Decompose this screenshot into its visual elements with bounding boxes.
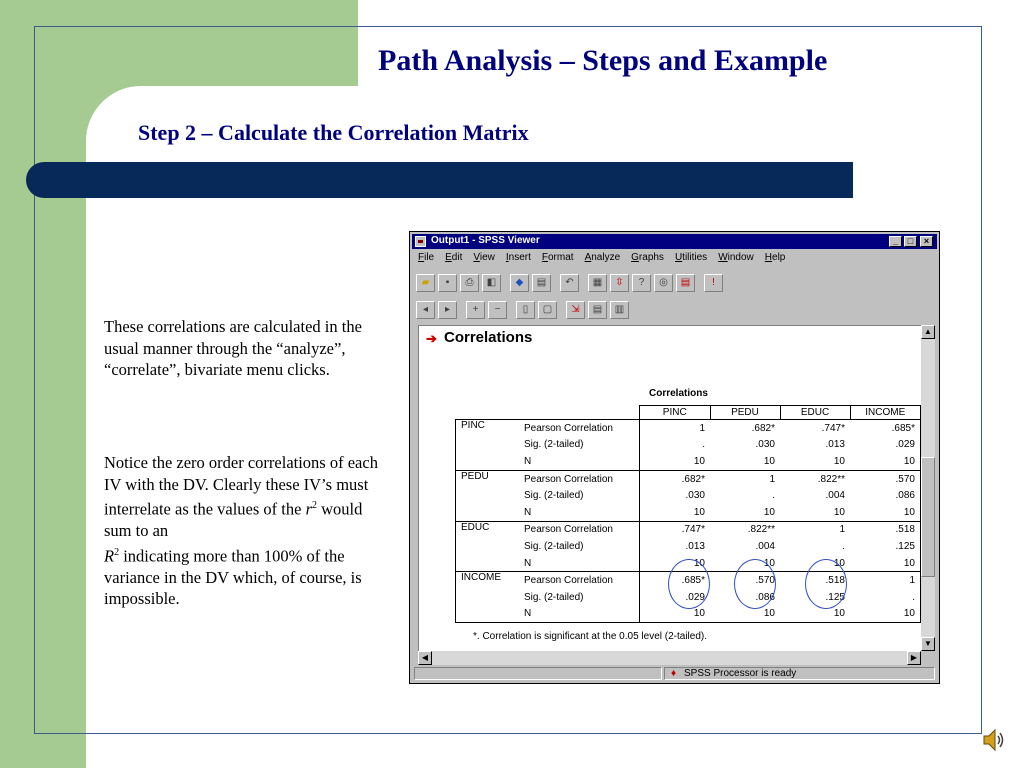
- table-cell: .570: [850, 470, 921, 487]
- explanation-paragraph-1: These correlations are calculated in the usual manner through the “analyze”, “correlate”, bivariate menu clicks.: [104, 317, 362, 379]
- highlight-circle-pedu: [734, 559, 776, 609]
- explanation-paragraph-2: [104, 452, 379, 610]
- menu-file[interactable]: File: [418, 252, 435, 263]
- table-cell: .004: [825, 490, 845, 502]
- table-cell: .: [850, 589, 921, 606]
- r-symbol: r: [305, 499, 312, 519]
- status-bar: [414, 667, 935, 681]
- insert-text-icon[interactable]: ▥: [610, 301, 629, 319]
- menu-bar: [418, 252, 785, 266]
- table-cell: .682*: [640, 470, 711, 487]
- table-cell: 10: [710, 504, 780, 521]
- expand-icon[interactable]: +: [466, 301, 485, 319]
- collapse-icon[interactable]: −: [488, 301, 507, 319]
- table-cell: 10: [780, 606, 850, 623]
- highlight-circle-educ: [805, 559, 847, 609]
- table-corner: [456, 406, 640, 420]
- table-cell: 10: [710, 606, 780, 623]
- horizontal-scrollbar[interactable]: [418, 651, 921, 665]
- table-cell: .570: [755, 575, 775, 587]
- table-cell: 10: [850, 606, 921, 623]
- scroll-thumb[interactable]: [921, 457, 935, 577]
- export-icon[interactable]: ◆: [510, 274, 529, 292]
- scroll-down-icon[interactable]: ▼: [921, 637, 935, 651]
- find-icon[interactable]: ◎: [654, 274, 673, 292]
- stat-label: Pearson Correlation: [524, 473, 613, 485]
- red-arrow-icon: ➔: [426, 331, 437, 346]
- stat-label: Sig. (2-tailed): [524, 591, 584, 603]
- maximize-button[interactable]: □: [904, 236, 917, 247]
- table-cell: .086: [850, 487, 921, 504]
- table-cell: .: [640, 437, 711, 454]
- insert-cases-icon[interactable]: ▤: [676, 274, 695, 292]
- table-cell: .518: [825, 575, 845, 587]
- table-cell: 10: [850, 504, 921, 521]
- table-cell: .: [772, 490, 775, 502]
- spss-viewer-window: [409, 231, 940, 684]
- table-cell: 1: [769, 473, 775, 485]
- speaker-icon[interactable]: [982, 727, 1006, 753]
- stat-label: Sig. (2-tailed): [524, 540, 584, 552]
- insert-title-icon[interactable]: ▤: [588, 301, 607, 319]
- table-cell: 10: [640, 606, 711, 623]
- window-title: Output1 - SPSS Viewer: [431, 235, 540, 246]
- output-heading: Correlations: [444, 329, 533, 346]
- table-cell: 1: [640, 420, 711, 437]
- status-text: SPSS Processor is ready: [684, 668, 797, 679]
- table-cell: .029: [850, 437, 921, 454]
- table-cell: 10: [780, 555, 850, 572]
- menu-window[interactable]: Window: [718, 252, 754, 263]
- print-icon[interactable]: ⎙: [460, 274, 479, 292]
- table-cell: 10: [850, 453, 921, 470]
- table-cell: .747*: [821, 422, 845, 434]
- table-cell: .685*: [640, 572, 711, 589]
- table-row: [456, 538, 921, 555]
- table-cell: .822**: [817, 473, 845, 485]
- stat-label: N: [519, 555, 640, 572]
- table-cell: .682*: [751, 422, 775, 434]
- promote-icon[interactable]: ◂: [416, 301, 435, 319]
- row-var-income: INCOME: [456, 572, 520, 623]
- scroll-left-icon[interactable]: ◀: [418, 651, 432, 665]
- R-symbol: R: [104, 546, 115, 565]
- demote-icon[interactable]: ▸: [438, 301, 457, 319]
- table-cell: .013: [640, 538, 711, 555]
- hide-icon[interactable]: ▢: [538, 301, 557, 319]
- navy-divider-bar: [26, 162, 853, 198]
- table-cell: .030: [640, 487, 711, 504]
- table-cell: 10: [780, 504, 850, 521]
- menu-utilities[interactable]: Utilities: [674, 252, 708, 263]
- slide-title: Path Analysis – Steps and Example: [378, 44, 828, 77]
- table-cell: 10: [640, 504, 711, 521]
- stat-label: Sig. (2-tailed): [524, 490, 584, 502]
- table-cell: .030: [755, 439, 775, 451]
- table-row: [456, 487, 921, 504]
- col-header-pinc: PINC: [640, 406, 711, 420]
- stat-label: Pearson Correlation: [524, 524, 613, 536]
- table-cell: .518: [850, 521, 921, 538]
- menu-insert[interactable]: Insert: [505, 252, 531, 263]
- footnote-mark: *.: [473, 631, 480, 642]
- slide-subtitle: Step 2 – Calculate the Correlation Matrix: [138, 120, 529, 145]
- table-cell: .029: [640, 589, 711, 606]
- show-icon[interactable]: ▯: [516, 301, 535, 319]
- vertical-scrollbar[interactable]: [921, 325, 935, 651]
- table-cell: .747*: [640, 521, 711, 538]
- col-header-income: INCOME: [850, 406, 921, 420]
- save-icon[interactable]: ▪: [438, 274, 457, 292]
- row-var-pinc: PINC: [456, 420, 520, 471]
- col-header-educ: EDUC: [780, 406, 850, 420]
- table-row: [456, 420, 921, 437]
- scroll-up-icon[interactable]: ▲: [921, 325, 935, 339]
- stat-label: Pearson Correlation: [524, 575, 613, 587]
- minimize-button[interactable]: _: [889, 236, 902, 247]
- window-titlebar[interactable]: [412, 234, 937, 249]
- table-row: [456, 504, 921, 521]
- footnote-text: Correlation is significant at the 0.05 level (2-tailed).: [479, 631, 708, 642]
- table-cell: 10: [850, 555, 921, 572]
- stat-label: Pearson Correlation: [524, 422, 613, 434]
- superscript-2b: 2: [114, 546, 120, 558]
- highlight-circle-pinc: [668, 559, 710, 609]
- main-toolbar: [416, 272, 726, 294]
- insert-heading-icon[interactable]: ⇲: [566, 301, 585, 319]
- table-cell: .685*: [850, 420, 921, 437]
- table-cell: .125: [825, 591, 845, 603]
- table-cell: 10: [640, 555, 711, 572]
- open-icon[interactable]: ▰: [416, 274, 435, 292]
- table-cell: .822**: [747, 524, 775, 536]
- output-content-pane[interactable]: [418, 325, 921, 651]
- menu-edit[interactable]: Edit: [445, 252, 463, 263]
- stat-label: N: [519, 606, 640, 623]
- table-cell: 10: [710, 453, 780, 470]
- processor-status-icon: ♦: [671, 668, 677, 679]
- menu-format[interactable]: Format: [541, 252, 574, 263]
- scroll-right-icon[interactable]: ▶: [907, 651, 921, 665]
- designate-window-icon[interactable]: !: [704, 274, 723, 292]
- stat-label: N: [519, 504, 640, 521]
- table-cell: .: [842, 540, 845, 552]
- table-row: [456, 470, 921, 487]
- menu-graphs[interactable]: Graphs: [631, 252, 664, 263]
- para2-text-c: indicating more than 100% of the variance in the DV which, of course, is impossible.: [104, 546, 362, 608]
- table-row: [456, 521, 921, 538]
- table-cell: .004: [755, 540, 775, 552]
- para2-text-b: would sum to an: [104, 499, 363, 540]
- table-caption: Correlations: [649, 388, 708, 399]
- para2-text-a: Notice the zero order correlations of each IV with the DV. Clearly these IV’s must interrelate as the values of the: [104, 453, 378, 519]
- menu-help[interactable]: Help: [764, 252, 786, 263]
- stat-label: Sig. (2-tailed): [524, 439, 584, 451]
- table-cell: .125: [850, 538, 921, 555]
- table-cell: 10: [780, 453, 850, 470]
- table-cell: 1: [850, 572, 921, 589]
- table-footnote: [473, 631, 707, 642]
- table-row: [456, 437, 921, 454]
- variables-icon[interactable]: ?: [632, 274, 651, 292]
- outline-toolbar: [416, 299, 632, 321]
- table-cell: 1: [839, 524, 845, 536]
- table-cell: 10: [710, 555, 780, 572]
- table-cell: .086: [755, 591, 775, 603]
- status-cell-left: [414, 667, 662, 680]
- table-cell: .013: [825, 439, 845, 451]
- stat-label: N: [519, 453, 640, 470]
- spss-app-icon[interactable]: [415, 236, 426, 247]
- menu-view[interactable]: View: [473, 252, 495, 263]
- row-var-pedu: PEDU: [456, 470, 520, 521]
- menu-analyze[interactable]: Analyze: [584, 252, 621, 263]
- row-var-educ: EDUC: [456, 521, 520, 572]
- goto-case-icon[interactable]: ⇳: [610, 274, 629, 292]
- col-header-pedu: PEDU: [710, 406, 780, 420]
- close-button[interactable]: ×: [920, 236, 933, 247]
- goto-data-icon[interactable]: ▦: [588, 274, 607, 292]
- table-row: [456, 453, 921, 470]
- superscript-2: 2: [312, 500, 317, 511]
- undo-icon[interactable]: ↶: [560, 274, 579, 292]
- dialog-recall-icon[interactable]: ▤: [532, 274, 551, 292]
- table-cell: 10: [640, 453, 711, 470]
- print-preview-icon[interactable]: ◧: [482, 274, 501, 292]
